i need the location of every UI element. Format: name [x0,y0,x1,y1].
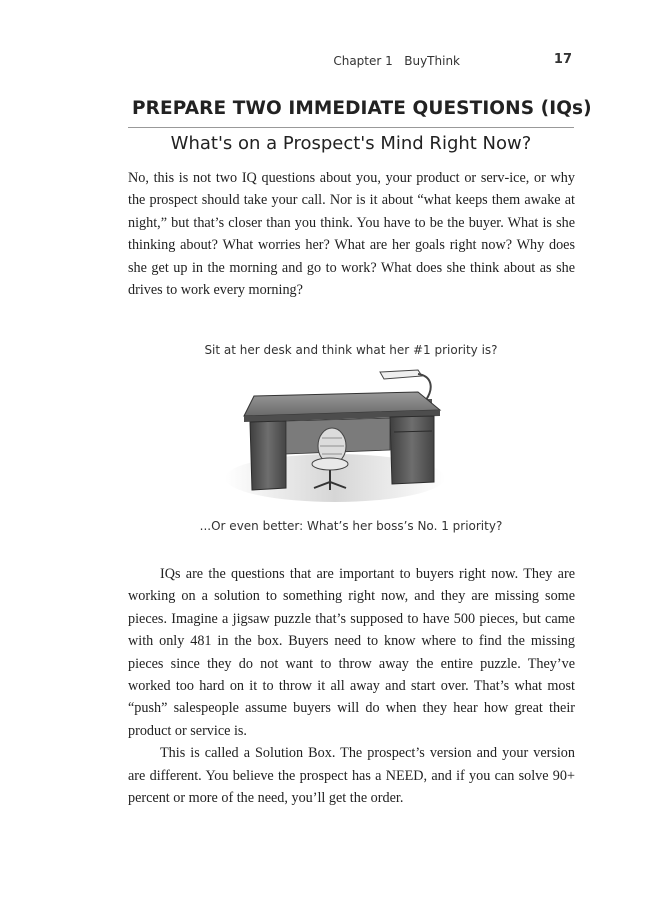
body-paragraph-2 [128,563,575,809]
book-section: BuyThink [404,54,460,68]
paragraph-text: IQs are the questions that are important to buyers right now. They are working on a solution to something right now, and they are missing some pieces. Imagine a jigsaw puzzle that’s supposed to have 500 pieces, but came with only 481 in the box. Buyers need to know where to find the missing pieces since they do not want to throw away the entire puzzle. They’ve worked too hard on it to throw it all away and start over. That’s what most “push” salespeople assume buyers will do when they hear how great their product or service is. [128,566,575,739]
chapter-label [333,54,460,68]
body-paragraph-1 [128,167,575,301]
desk-with-chair-and-lamp-icon [222,366,448,502]
section-subheading: What's on a Prospect's Mind Right Now? [170,133,532,154]
chapter-number: Chapter 1 [333,54,393,68]
running-header [0,52,572,70]
paragraph-text: This is called a Solution Box. The prospect’s version and your version are different. You believe the prospect has a NEED, and if you can solve 90+ percent or more of the need, you’ll get the order. [128,745,575,807]
figure-caption-bottom: ...Or even better: What’s her boss’s No. 1 priority? [199,519,503,533]
figure-caption-top: Sit at her desk and think what her #1 priority is? [204,343,498,357]
paragraph-text: No, this is not two IQ questions about you, your product or serv-ice, or why the prospect should take your call. Nor is it about “what keeps them awake at night,” but that’s closer than you think. You have to be the buyer. What is she thinking about? What worries her? What are her goals right now? Why does she get up in the morning and go to work? What does she think about as she drives to work every morning? [128,170,575,299]
section-heading: PREPARE TWO IMMEDIATE QUESTIONS (IQs) [132,98,592,119]
heading-divider [128,127,574,128]
page-number: 17 [553,52,572,67]
